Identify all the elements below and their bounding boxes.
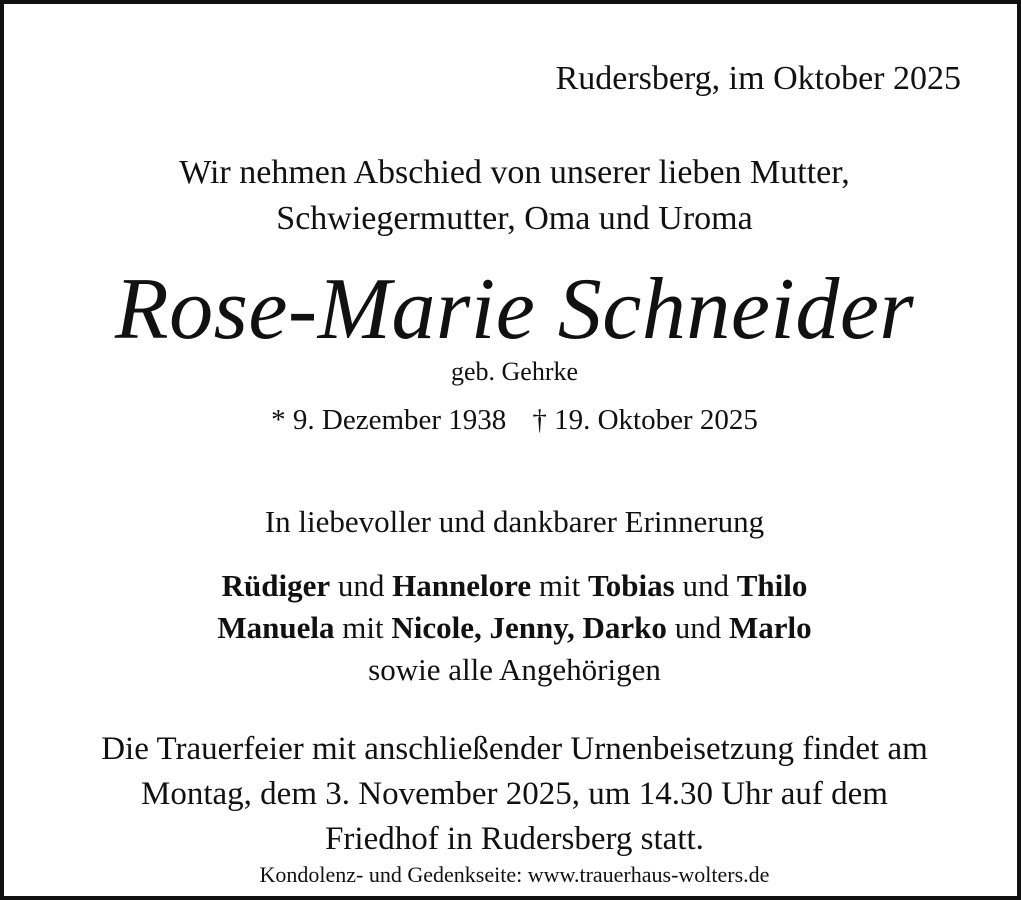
family-connector: mit (531, 568, 588, 603)
family-name: Rüdiger (221, 568, 331, 603)
death-date: † 19. Oktober 2025 (532, 404, 758, 436)
family-signatories (4, 565, 1021, 691)
family-connector: mit (334, 610, 392, 645)
family-connector: und (674, 568, 737, 603)
maiden-name: geb. Gehrke (450, 357, 579, 386)
family-line-1 (4, 565, 1021, 607)
family-line-2 (4, 607, 1021, 649)
family-name: Hannelore (392, 568, 532, 603)
family-connector: und (666, 610, 729, 645)
condolence-footer: Kondolenz- und Gedenkseite: www.trauerhaus-wolters.de (259, 862, 770, 887)
ceremony-line-3: Friedhof in Rudersberg statt. (325, 821, 704, 857)
family-name: Marlo (728, 610, 812, 645)
memory-line: In liebevoller und dankbarer Erinnerung (264, 504, 765, 539)
intro-line-2: Schwiegermutter, Oma und Uroma (276, 200, 753, 237)
family-name: Nicole, Jenny, Darko (391, 610, 667, 645)
ceremony-line-1: Die Trauerfeier mit anschließender Urnenbeisetzung findet am (101, 731, 928, 767)
birth-date: * 9. Dezember 1938 (271, 404, 507, 436)
family-name: Manuela (217, 610, 335, 645)
life-dates (4, 404, 1021, 437)
place-date: Rudersberg, im Oktober 2025 (555, 60, 961, 97)
family-name: Thilo (736, 568, 808, 603)
family-line-3: sowie alle Angehörigen (368, 652, 661, 687)
intro-text (4, 150, 1021, 242)
family-connector: und (330, 568, 393, 603)
deceased-name: Rose-Marie Schneider (114, 261, 915, 358)
ceremony-line-2: Montag, dem 3. November 2025, um 14.30 Uhr auf dem (141, 776, 888, 812)
intro-line-1: Wir nehmen Abschied von unserer lieben Mutter, (179, 154, 850, 191)
ceremony-details (4, 727, 1021, 862)
family-name: Tobias (587, 568, 675, 603)
